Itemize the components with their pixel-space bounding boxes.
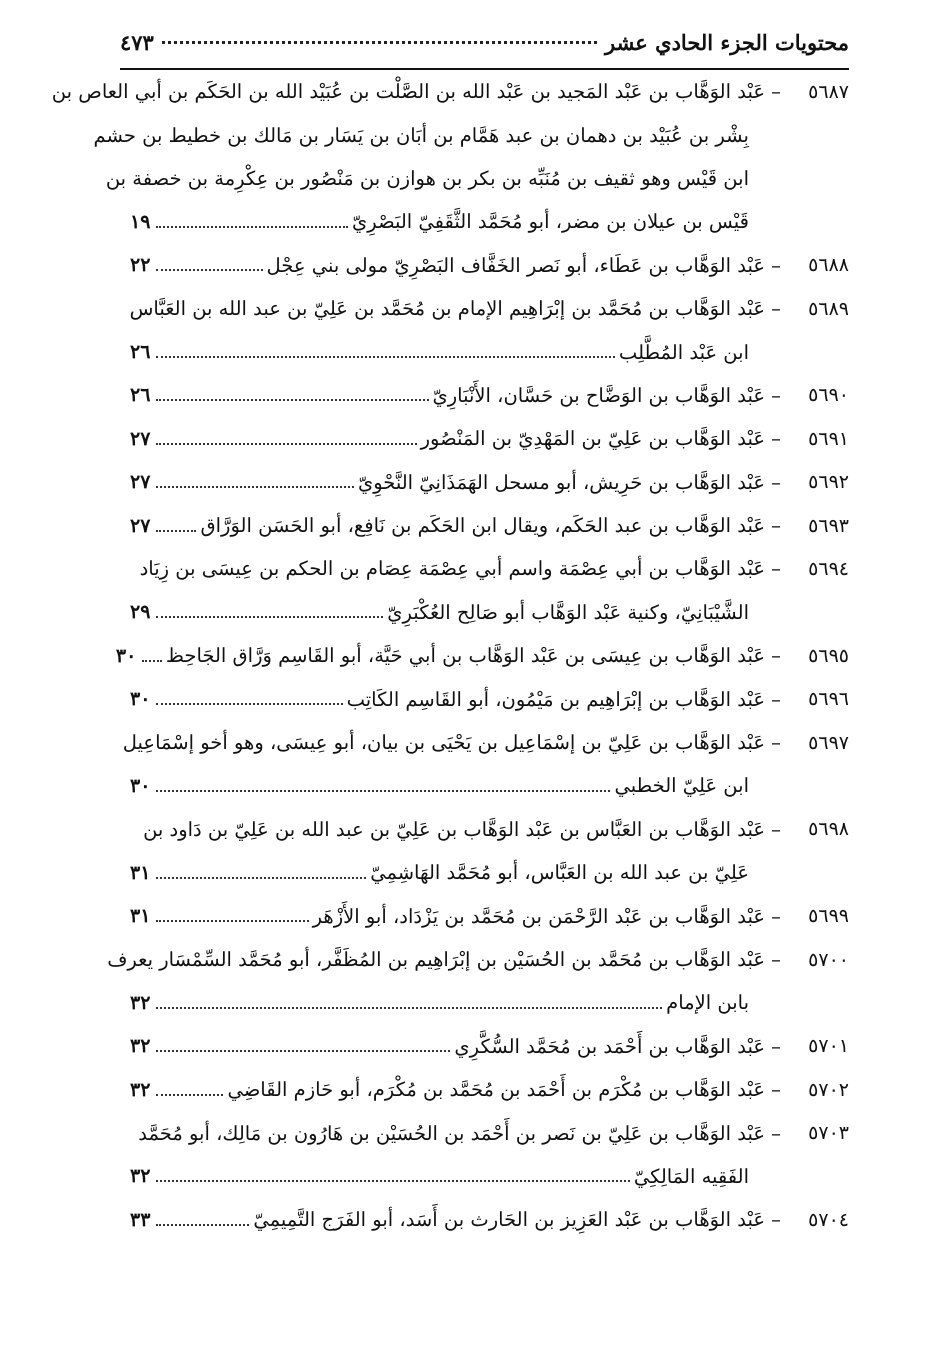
entry-text: عَلِيّ بن عبد الله بن العَبَّاس، أبو مُحَمَّد الهَاشِمِيّ [370, 861, 749, 885]
entry-page-number: ٢٦ [130, 341, 151, 364]
entry-page-number: ٣٠ [115, 644, 137, 667]
entry-page-number: ٢٢ [130, 254, 151, 277]
leader-dots [156, 443, 417, 445]
entry-page-number: ٢٧ [130, 514, 151, 537]
entry-dash: – [771, 80, 781, 104]
entry-text: عَبْد الوَهَّاب بن مُكْرَم بن أَحْمَد بن مُحَمَّد بن مُكْرَم، أبو حَازم القَاضِي [227, 1078, 765, 1102]
entry-page-number: ٣٢ [130, 1078, 151, 1101]
entry-text: ابن عَلِيّ الخطبي [614, 774, 749, 798]
page-header [120, 30, 849, 70]
toc-line [93, 113, 849, 156]
leader-dots [156, 486, 354, 488]
entry-text: عَبْد الوَهَّاب بن عَلِيّ بن نَصر بن أَحْمَد بن الحُسَيْن بن هَارُون بن مَالِك، أبو مُحَمَّد [138, 1121, 765, 1145]
toc-line [115, 634, 849, 677]
entry-dash: – [771, 1208, 781, 1232]
entry-page-number: ١٩ [130, 210, 151, 233]
toc-entry [130, 287, 849, 374]
toc-line [130, 417, 849, 460]
toc-line [130, 1198, 849, 1241]
entry-number: ٥٦٩٣ [808, 514, 849, 537]
entry-page-number: ٣٢ [130, 1035, 151, 1058]
entry-dash: – [771, 383, 781, 407]
entry-page-number: ٣٢ [130, 1165, 151, 1188]
toc-entry [130, 808, 849, 895]
entry-dash: – [771, 644, 781, 668]
toc-entry [130, 504, 849, 547]
entry-dash: – [771, 253, 781, 277]
toc-line [51, 70, 849, 113]
toc-line [130, 200, 849, 243]
entry-number: ٥٦٩٨ [808, 818, 849, 841]
entry-dash: – [771, 297, 781, 321]
entry-dash: – [771, 514, 781, 538]
entry-text: ابن قَيْس وهو ثقيف بن مُنَبِّه بن بكر بن هوازن بن مَنْصُور بن عِكْرِمة بن خصفة بن [105, 166, 749, 190]
entry-number: ٥٧٠٢ [808, 1078, 849, 1101]
entry-dash: – [771, 731, 781, 755]
leader-dots [156, 226, 348, 228]
toc-entry [130, 244, 849, 287]
toc-line [130, 330, 849, 373]
entry-number: ٥٧٠٠ [808, 948, 849, 971]
toc-entry [122, 721, 849, 808]
header-title: محتويات الجزء الحادي عشر [604, 30, 849, 55]
entry-page-number: ٢٧ [130, 471, 151, 494]
entry-page-number: ٣٠ [130, 774, 151, 797]
entry-text: عَبْد الوَهَّاب بن مُحَمَّد بن إبْرَاهِيم الإمام بن مُحَمَّد بن عَلِيّ بن عبد الله بن العَبَّاس [129, 297, 765, 321]
entry-page-number: ٣١ [130, 905, 151, 928]
entry-text: بِشْر بن عُبَيْد بن دهمان بن عبد هَمَّام بن أبَان بن يَسَار بن مَالك بن خطيط بن حشم [93, 123, 749, 147]
toc-line [130, 244, 849, 287]
entry-dash: – [771, 1078, 781, 1102]
leader-dots [156, 1180, 630, 1182]
toc-line [130, 461, 849, 504]
entry-dash: – [771, 948, 781, 971]
entry-dash: – [771, 817, 781, 841]
table-of-contents [51, 70, 849, 1242]
entry-dash: – [771, 427, 781, 451]
entry-number: ٥٦٨٩ [808, 297, 849, 320]
toc-entry [130, 1025, 849, 1068]
entry-text: عَبْد الوَهَّاب بن أبي عِصْمَة واسم أبي عِصْمَة عِصَام بن الحكم بن عِيسَى بن زِيَاد [139, 557, 765, 581]
entry-text: عَبْد الوَهَّاب بن عَلِيّ بن إسْمَاعِيل بن يَحْيَى بن بيان، أبو عِيسَى، وهو أخو إسْمَاعِيل [122, 731, 765, 755]
entry-number: ٥٦٩٧ [808, 731, 849, 754]
leader-dots [156, 356, 615, 358]
toc-line [130, 677, 849, 720]
entry-number: ٥٦٩٥ [808, 644, 849, 667]
entry-text: عَبْد الوَهَّاب بن عَبْد المَجيد بن عَبْد الله بن الصَّلْت بن عُبَيْد الله بن الحَكَم بن أبي العاص بن [51, 80, 765, 104]
entry-number: ٥٧٠٤ [808, 1208, 849, 1231]
leader-dots [156, 1007, 662, 1009]
toc-line [130, 1025, 849, 1068]
toc-line [122, 721, 849, 764]
toc-entry [130, 374, 849, 417]
leader-dots [156, 1224, 249, 1226]
header-leader-dots [162, 41, 597, 44]
toc-line [107, 938, 849, 981]
entry-text: عَبْد الوَهَّاب بن عَطَاء، أبو نَصر الخَفَّاف البَصْرِيّ مولى بني عِجْل [266, 253, 765, 277]
entry-dash: – [771, 1121, 781, 1145]
entry-number: ٥٧٠١ [808, 1035, 849, 1058]
toc-entry [107, 938, 849, 1025]
entry-text: الشَّيْبَانِيّ، وكنية عَبْد الوَهَّاب أبو صَالِح العُكْبَرِيّ [387, 600, 749, 624]
entry-number: ٥٧٠٣ [808, 1122, 849, 1145]
toc-line [130, 504, 849, 547]
leader-dots [156, 399, 429, 401]
leader-dots [156, 703, 343, 705]
entry-number: ٥٦٩٠ [808, 384, 849, 407]
entry-page-number: ٢٦ [130, 384, 151, 407]
entry-number: ٥٦٩٦ [808, 688, 849, 711]
entry-text: عَبْد الوَهَّاب بن أَحْمَد بن مُحَمَّد السُّكَّرِي [454, 1034, 765, 1058]
toc-line [130, 851, 849, 894]
entry-text: الفَقِيه المَالِكِيّ [633, 1164, 749, 1188]
toc-entry [115, 634, 849, 677]
entry-dash: – [771, 904, 781, 928]
entry-text: عَبْد الوَهَّاب بن الوَضَّاح بن حَسَّان، الأَنْبَارِيّ [432, 383, 765, 407]
entry-text: عَبْد الوَهَّاب بن عبد الحَكَم، ويقال ابن الحَكَم بن نَافِع، أبو الحَسَن الوَرَّاق [200, 514, 765, 538]
entry-text: عَبْد الوَهَّاب بن عَبْد العَزِيز بن الحَارث بن أَسَد، أبو الفَرَج التَّمِيمِيّ [253, 1208, 765, 1232]
toc-entry [130, 1198, 849, 1241]
leader-dots [156, 269, 263, 271]
toc-line [130, 1111, 849, 1154]
leader-dots [156, 790, 610, 792]
entry-page-number: ٣٢ [130, 991, 151, 1014]
entry-page-number: ٣١ [130, 861, 151, 884]
leader-dots [156, 1094, 223, 1096]
toc-line [105, 157, 849, 200]
toc-line [130, 764, 849, 807]
entry-text: عَبْد الوَهَّاب بن العَبَّاس بن عَبْد الوَهَّاب بن عَلِيّ بن عبد الله بن عَلِيّ بن دَاود بن [143, 817, 765, 841]
toc-line [130, 591, 849, 634]
toc-entry [51, 70, 849, 244]
entry-page-number: ٣٠ [130, 688, 151, 711]
toc-entry [130, 417, 849, 460]
toc-line [130, 1068, 849, 1111]
entry-dash: – [771, 1034, 781, 1058]
toc-entry [130, 461, 849, 504]
entry-text: عَبْد الوَهَّاب بن عَلِيّ بن المَهْدِيّ بن المَنْصُور [420, 427, 765, 451]
toc-line [130, 894, 849, 937]
leader-dots [156, 920, 309, 922]
entry-number: ٥٦٩٩ [808, 905, 849, 928]
toc-line [130, 981, 849, 1024]
toc-line [130, 547, 849, 590]
entry-page-number: ٣٣ [130, 1208, 151, 1231]
entry-text: عَبْد الوَهَّاب بن عِيسَى بن عَبْد الوَهَّاب بن أبي حَيَّة، أبو القَاسِم وَرَّاق الجَاحِظ [165, 644, 765, 668]
toc-line [130, 374, 849, 417]
entry-page-number: ٢٧ [130, 427, 151, 450]
entry-text: عَبْد الوَهَّاب بن إبْرَاهِيم بن مَيْمُون، أبو القَاسِم الكَاتِب [346, 687, 765, 711]
entry-text: بابن الإمام [666, 991, 749, 1015]
toc-line [130, 287, 849, 330]
entry-dash: – [771, 470, 781, 494]
header-page-number: ٤٧٣ [120, 30, 154, 55]
leader-dots [156, 877, 366, 879]
entry-text: عَبْد الوَهَّاب بن حَرِيش، أبو مسحل الهَمَذَانِيّ النَّحْوِيّ [357, 470, 765, 494]
entry-number: ٥٦٨٧ [808, 80, 849, 103]
toc-entry [130, 1068, 849, 1111]
toc-line [130, 1155, 849, 1198]
entry-number: ٥٦٩٢ [808, 471, 849, 494]
leader-dots [156, 616, 383, 618]
entry-number: ٥٦٩١ [808, 427, 849, 450]
entry-dash: – [771, 687, 781, 711]
entry-text: ابن عَبْد المُطَّلِب [618, 340, 749, 364]
leader-dots [156, 1050, 450, 1052]
toc-entry [130, 894, 849, 937]
toc-entry [130, 547, 849, 634]
entry-text: عَبْد الوَهَّاب بن عَبْد الرَّحْمَن بن مُحَمَّد بن يَزْدَاد، أبو الأَزْهَر [312, 904, 765, 928]
entry-page-number: ٢٩ [130, 601, 151, 624]
entry-number: ٥٦٨٨ [808, 254, 849, 277]
entry-number: ٥٦٩٤ [808, 557, 849, 580]
entry-text: قَيْس بن عيلان بن مضر، أبو مُحَمَّد الثَّقَفِيّ البَصْرِيّ [352, 210, 749, 234]
toc-line [130, 808, 849, 851]
toc-entry [130, 677, 849, 720]
toc-entry [130, 1111, 849, 1198]
leader-dots [142, 660, 162, 662]
leader-dots [156, 530, 196, 532]
entry-text: عَبْد الوَهَّاب بن مُحَمَّد بن الحُسَيْن بن إبْرَاهِيم بن المُظَفَّر، أبو مُحَمَّد السِّمْسَار يعرف [107, 948, 765, 971]
entry-dash: – [771, 557, 781, 581]
